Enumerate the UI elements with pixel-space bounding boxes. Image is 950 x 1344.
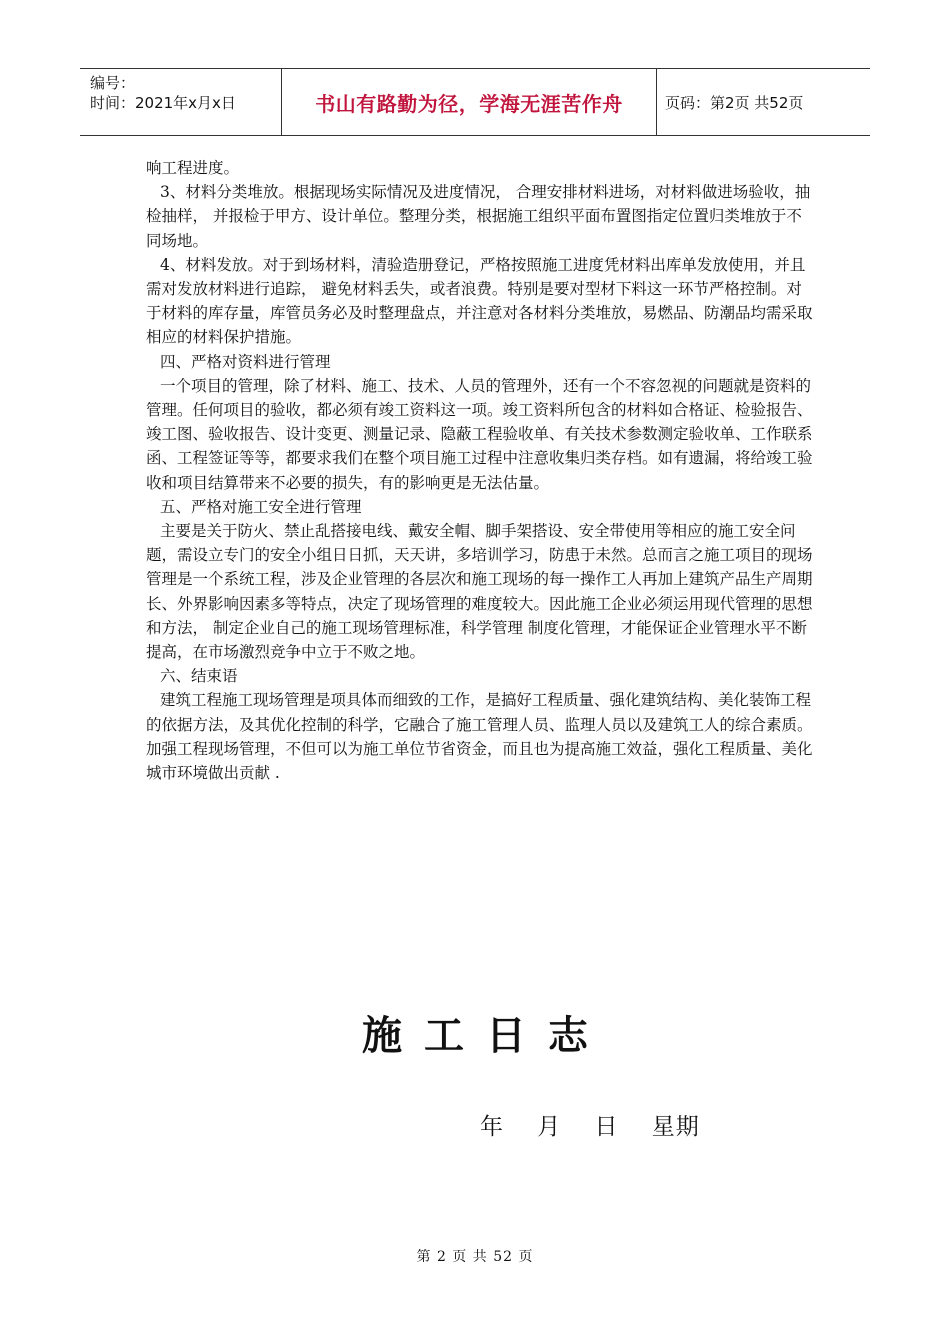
header-page-info: 页码：第2页 共52页 (665, 93, 804, 112)
header-motto: 书山有路勤为径，学海无涯苦作舟 (282, 69, 657, 135)
header-meta (80, 69, 282, 135)
section-heading-safety: 五、严格对施工安全进行管理 (160, 497, 362, 516)
number-label: 编号： (90, 74, 136, 92)
paragraph-continuation: 响工程进度。 (146, 159, 240, 177)
log-title: 施工日志 (362, 1012, 610, 1059)
page-header (80, 68, 870, 136)
time-label: 时间：2021年x月x日 (90, 94, 236, 112)
section-heading-documents: 四、严格对资料进行管理 (160, 352, 331, 371)
paragraph-safety: 主要是关于防火、禁止乱搭接电线、戴安全帽、脚手架搭设、安全带使用等相应的施工安全问题，需设立专门的安全小组日日抓，天天讲，多培训学习，防患于未然。总而言之施工项目的现场管理是一个系统工程，涉及企业管理的各层次和施工现场的每一操作工人再加上建筑产品生产周期长、外界影响因素多等特点，决定了现场管理的难度较大。因此施工企业必须运用现代管理的思想和方法， 制定企业自己的施工现场管理标准，科学管理 制度化管理，才能保证企业管理水平不断提高，在市场激烈竞争中立于不败之地。 (146, 522, 813, 662)
paragraph-material-issue: 4、材料发放。对于到场材料，清验造册登记，严格按照施工进度凭材料出库单发放使用，并且需对发放材料进行追踪， 避免材料丢失，或者浪费。特别是要对型材下料这一环节严格控制。对于材料的库存量，库管员务必及时整理盘点，并注意对各材料分类堆放，易燃品、防潮品均需采取相应的材料保护措施。 (146, 255, 813, 347)
page-footer: 第 2 页 共 52 页 (416, 1249, 534, 1265)
paragraph-conclusion: 建筑工程施工现场管理是项具体而细致的工作，是搞好工程质量、强化建筑结构、美化装饰工程的依据方法，及其优化控制的科学，它融合了施工管理人员、监理人员以及建筑工人的综合素质。加强工程现场管理，不但可以为施工单位节省资金，而且也为提高施工效益，强化工程质量、美化城市环境做出贡献 . (146, 691, 813, 783)
section-heading-conclusion: 六、结束语 (160, 667, 238, 686)
paragraph-material-storage: 3、材料分类堆放。根据现场实际情况及进度情况， 合理安排材料进场，对材料做进场验收，抽检抽样， 并报检于甲方、设计单位。整理分类，根据施工组织平面布置图指定位置归类堆放于不同场地。 (146, 183, 811, 250)
document-body (146, 156, 814, 785)
log-date-line: 年 月 日 星期 (480, 1114, 700, 1140)
paragraph-documents: 一个项目的管理，除了材料、施工、技术、人员的管理外，还有一个不容忽视的问题就是资料的管理。任何项目的验收，都必须有竣工资料这一项。竣工资料所包含的材料如合格证、检验报告、竣工图、验收报告、设计变更、测量记录、隐蔽工程验收单、有关技术参数测定验收单、工作联系函、工程签证等等，都要求我们在整个项目施工过程中注意收集归类存档。如有遗漏，将给竣工验收和项目结算带来不必要的损失，有的影响更是无法估量。 (146, 376, 813, 492)
